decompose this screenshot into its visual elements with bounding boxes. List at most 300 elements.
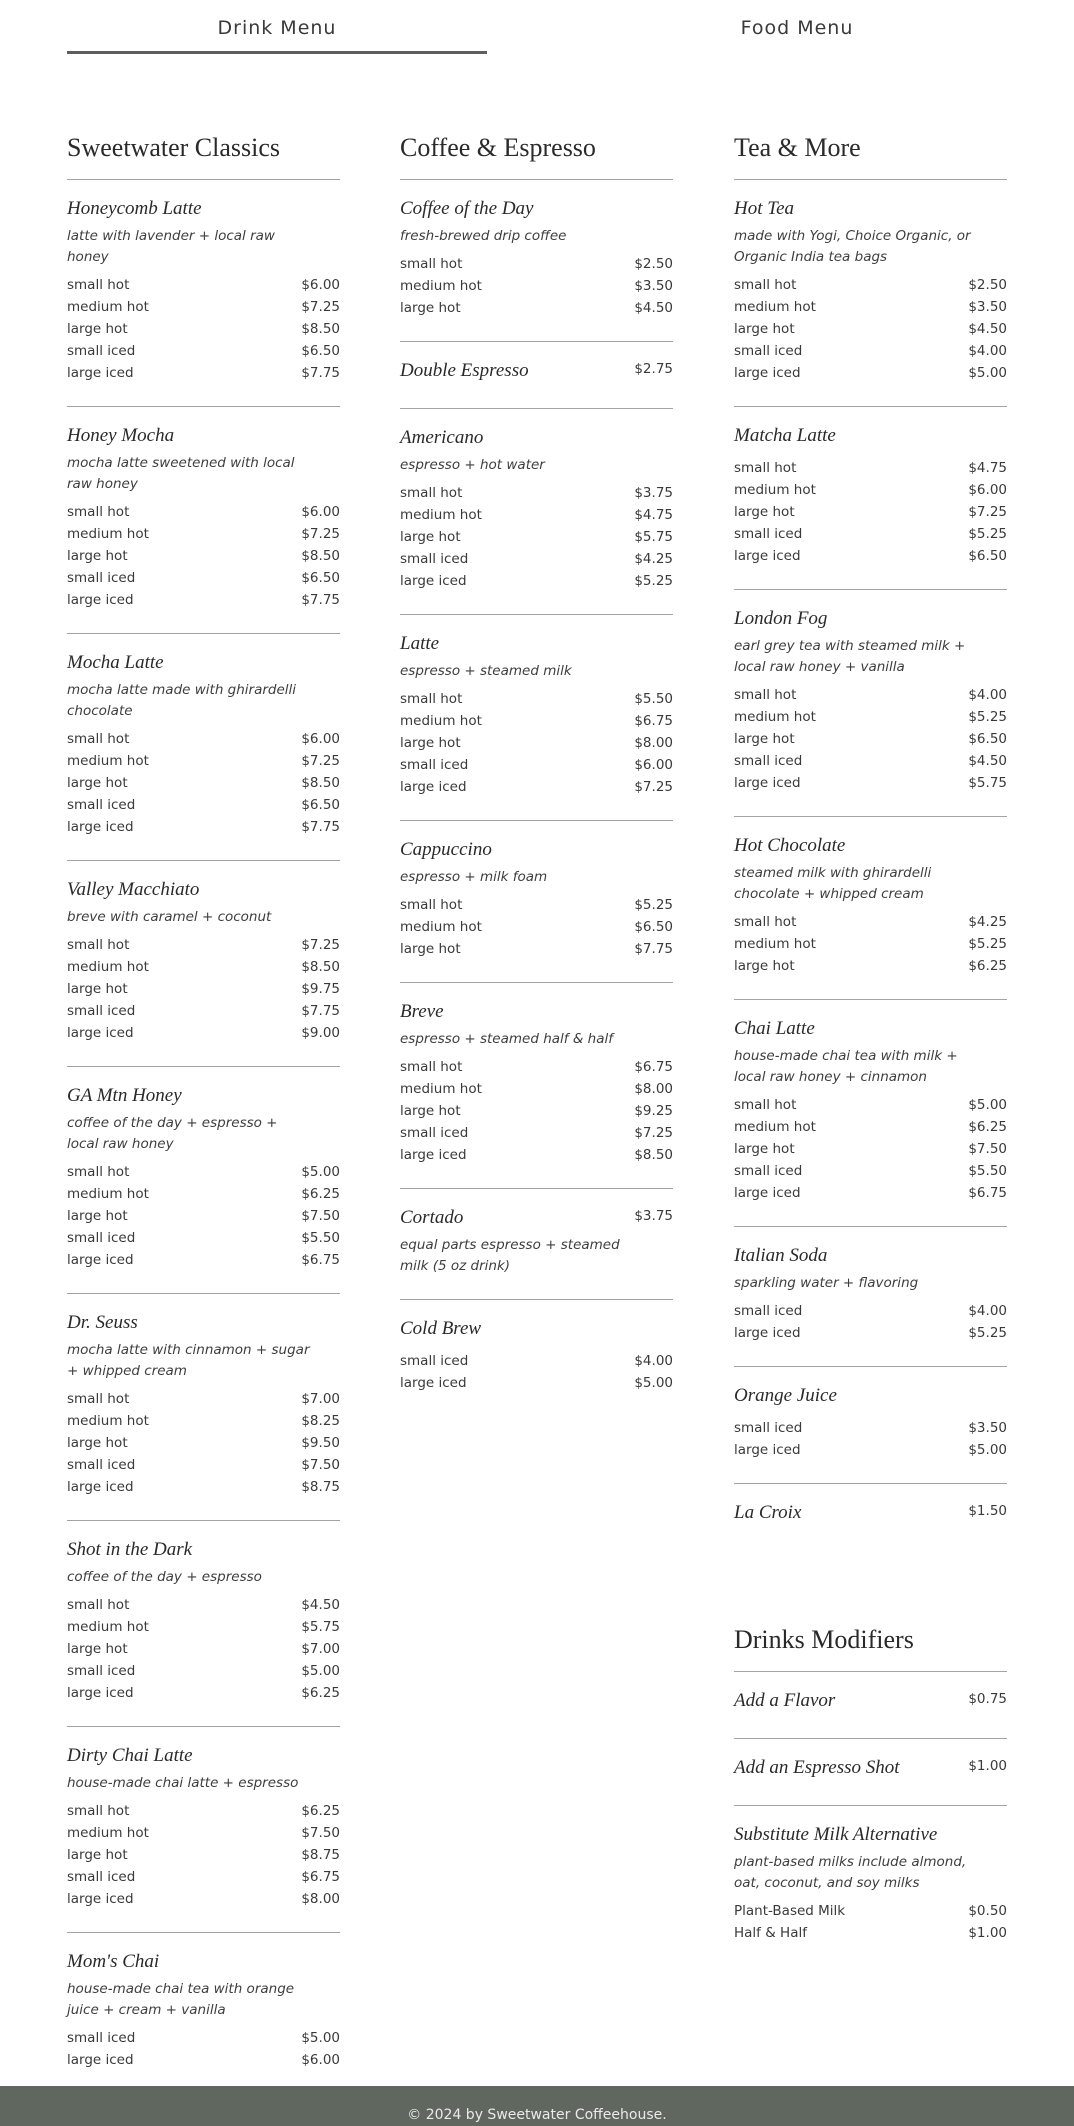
size-price-row	[67, 1000, 340, 1022]
menu-item	[67, 1727, 340, 1933]
size-price-list	[67, 2027, 340, 2071]
size-price: $6.50	[301, 570, 340, 586]
size-price: $5.00	[301, 1164, 340, 1180]
size-label: medium hot	[734, 709, 816, 725]
size-price-row	[734, 1322, 1007, 1344]
menu-item-description: house-made chai tea with orange juice + cream + vanilla	[67, 1981, 295, 2018]
size-label: small iced	[400, 1125, 469, 1141]
size-label: small iced	[734, 1303, 803, 1319]
size-label: medium hot	[67, 299, 149, 315]
size-price-row	[400, 754, 673, 776]
size-price-row	[67, 1388, 340, 1410]
menu-item-name: Mom's Chai	[67, 1951, 160, 1972]
menu-item-name: Hot Chocolate	[734, 835, 846, 856]
size-price-row	[67, 1682, 340, 1704]
size-label: large iced	[400, 573, 467, 589]
size-price: $6.50	[968, 731, 1007, 747]
menu-item	[400, 1189, 673, 1300]
size-price-row	[67, 750, 340, 772]
menu-section	[734, 130, 1007, 1550]
size-price: $6.25	[968, 1119, 1007, 1135]
size-price-row	[67, 1183, 340, 1205]
size-price: $8.75	[301, 1847, 340, 1863]
size-price: $6.00	[968, 482, 1007, 498]
size-price: $5.00	[968, 1442, 1007, 1458]
size-price: $7.50	[301, 1825, 340, 1841]
size-price-row	[400, 253, 673, 275]
menu-item-name: Americano	[400, 427, 484, 448]
size-price: $4.50	[968, 321, 1007, 337]
menu-column-3	[734, 130, 1007, 1966]
size-label: small hot	[67, 1164, 130, 1180]
size-label: large hot	[734, 958, 795, 974]
menu-item-description: steamed milk with ghirardelli chocolate + whipped cream	[734, 865, 932, 902]
menu-item	[67, 1933, 340, 2093]
size-price-row	[734, 933, 1007, 955]
size-label: small hot	[67, 731, 130, 747]
menu-item-name: Cold Brew	[400, 1318, 482, 1339]
menu-item	[67, 634, 340, 861]
menu-item-header	[400, 629, 673, 659]
menu-item-name: Coffee of the Day	[400, 198, 534, 219]
size-price: $3.50	[968, 1420, 1007, 1436]
size-label: large iced	[67, 365, 134, 381]
size-label: medium hot	[400, 278, 482, 294]
size-label: small hot	[400, 691, 463, 707]
size-price-list	[67, 1800, 340, 1910]
size-price: $7.25	[634, 779, 673, 795]
menu-item-header	[734, 194, 1007, 224]
size-price-list	[400, 688, 673, 798]
menu-item-header	[67, 875, 340, 905]
menu-item-name: Shot in the Dark	[67, 1539, 193, 1560]
menu-item-name: Chai Latte	[734, 1018, 815, 1039]
size-price-list	[734, 1900, 1007, 1944]
size-price-row	[67, 274, 340, 296]
menu-item-header	[734, 1381, 1007, 1411]
menu-item-name: Double Espresso	[400, 360, 529, 381]
size-label: small hot	[400, 1059, 463, 1075]
size-label: large hot	[67, 1435, 128, 1451]
size-price-row	[67, 589, 340, 611]
size-price: $8.00	[301, 1891, 340, 1907]
size-price: $5.25	[968, 526, 1007, 542]
size-label: medium hot	[67, 753, 149, 769]
size-price-row	[67, 1432, 340, 1454]
menu-section	[734, 1622, 1007, 1966]
size-price: $4.25	[968, 914, 1007, 930]
size-price-list	[67, 728, 340, 838]
size-label: large iced	[734, 1325, 801, 1341]
tab-drink-menu[interactable]: Drink Menu	[67, 0, 487, 54]
menu-item-name: GA Mtn Honey	[67, 1085, 182, 1106]
menu-item-header	[400, 1203, 673, 1233]
size-label: large hot	[400, 1103, 461, 1119]
size-price-row	[400, 894, 673, 916]
menu-item-description: espresso + hot water	[400, 457, 545, 473]
size-label: small iced	[400, 1353, 469, 1369]
size-price-row	[734, 479, 1007, 501]
size-price: $2.50	[634, 256, 673, 272]
size-price: $5.75	[968, 775, 1007, 791]
size-label: small iced	[734, 526, 803, 542]
size-price-row	[67, 1227, 340, 1249]
menu-item-price: $3.75	[634, 1208, 673, 1224]
size-price-row	[734, 955, 1007, 977]
tab-food-menu[interactable]: Food Menu	[587, 0, 1007, 54]
menu-item-header	[400, 356, 673, 386]
size-label: small iced	[67, 1230, 136, 1246]
size-price-row	[400, 1056, 673, 1078]
menu-item-price: $1.50	[968, 1503, 1007, 1519]
size-label: small hot	[734, 687, 797, 703]
size-price: $6.75	[301, 1869, 340, 1885]
size-label: medium hot	[400, 919, 482, 935]
size-price-row	[400, 1100, 673, 1122]
size-label: small hot	[67, 1597, 130, 1613]
size-price-row	[400, 776, 673, 798]
size-price-row	[67, 772, 340, 794]
menu-section	[67, 130, 340, 2093]
size-label: small iced	[67, 343, 136, 359]
size-price: $3.50	[968, 299, 1007, 315]
size-label: medium hot	[400, 713, 482, 729]
size-price: $6.00	[301, 731, 340, 747]
size-label: large hot	[67, 1641, 128, 1657]
size-price: $6.50	[301, 797, 340, 813]
menu-item-name: Hot Tea	[734, 198, 795, 219]
size-price-row	[67, 1844, 340, 1866]
size-price-row	[67, 567, 340, 589]
size-label: small hot	[734, 1097, 797, 1113]
size-price: $5.25	[634, 573, 673, 589]
size-price-row	[67, 1476, 340, 1498]
size-label: small iced	[67, 1869, 136, 1885]
size-label: medium hot	[67, 1825, 149, 1841]
size-price-row	[67, 1660, 340, 1682]
size-price: $6.75	[968, 1185, 1007, 1201]
menu-item	[734, 1739, 1007, 1806]
size-price-row	[400, 297, 673, 319]
size-price: $8.75	[301, 1479, 340, 1495]
size-label: small hot	[734, 914, 797, 930]
size-price-row	[734, 684, 1007, 706]
menu-item	[400, 180, 673, 342]
size-label: large hot	[400, 735, 461, 751]
size-price: $7.25	[301, 526, 340, 542]
size-price-row	[734, 1900, 1007, 1922]
menu-item-name: Honeycomb Latte	[67, 198, 202, 219]
menu-item-header	[67, 194, 340, 224]
size-price: $9.75	[301, 981, 340, 997]
size-price-row	[67, 340, 340, 362]
section-title: Coffee & Espresso	[400, 130, 673, 180]
size-price: $4.50	[968, 753, 1007, 769]
size-price: $5.00	[968, 365, 1007, 381]
size-price: $4.75	[968, 460, 1007, 476]
size-price-row	[67, 296, 340, 318]
size-price-row	[67, 523, 340, 545]
size-price-list	[734, 1300, 1007, 1344]
size-price-row	[734, 545, 1007, 567]
size-price-row	[67, 1822, 340, 1844]
size-price-row	[400, 504, 673, 526]
menu-item-name: Italian Soda	[734, 1245, 828, 1266]
menu-item-header	[734, 1014, 1007, 1044]
size-price-row	[67, 1594, 340, 1616]
size-label: large iced	[400, 1147, 467, 1163]
size-price: $5.25	[634, 897, 673, 913]
menu-item-name: Add an Espresso Shot	[734, 1757, 900, 1778]
size-price-row	[67, 794, 340, 816]
menu-item-name: Cappuccino	[400, 839, 492, 860]
menu-item-header	[734, 604, 1007, 634]
size-label: small iced	[400, 551, 469, 567]
menu-item-name: Dr. Seuss	[67, 1312, 138, 1333]
size-price: $7.75	[301, 592, 340, 608]
menu-item	[734, 180, 1007, 407]
size-price-row	[400, 938, 673, 960]
size-label: medium hot	[734, 936, 816, 952]
size-price-row	[67, 728, 340, 750]
size-price: $7.50	[301, 1457, 340, 1473]
size-label: large hot	[400, 529, 461, 545]
menu-item-header	[400, 1314, 673, 1344]
menu-item-description: made with Yogi, Choice Organic, or Organic India tea bags	[734, 228, 971, 265]
size-price: $4.25	[634, 551, 673, 567]
size-label: large hot	[67, 775, 128, 791]
size-label: large hot	[400, 941, 461, 957]
size-price-row	[67, 1616, 340, 1638]
menu-item-header	[734, 1498, 1007, 1528]
size-price-list	[67, 934, 340, 1044]
menu-column-1	[67, 130, 340, 2093]
size-label: medium hot	[67, 1413, 149, 1429]
size-price-row	[67, 1454, 340, 1476]
size-label: large iced	[67, 819, 134, 835]
size-label: small hot	[67, 504, 130, 520]
size-price-row	[734, 362, 1007, 384]
size-price-row	[734, 501, 1007, 523]
section-title: Drinks Modifiers	[734, 1622, 1007, 1672]
size-price: $6.50	[301, 343, 340, 359]
size-price: $7.75	[301, 1003, 340, 1019]
size-price-row	[400, 482, 673, 504]
size-price-list	[734, 911, 1007, 977]
size-price-row	[734, 750, 1007, 772]
size-price-row	[67, 1638, 340, 1660]
size-price-row	[67, 1800, 340, 1822]
size-label: large iced	[67, 1685, 134, 1701]
menu-item-header	[67, 1308, 340, 1338]
menu-item-description: sparkling water + flavoring	[734, 1275, 919, 1291]
size-price-row	[67, 1866, 340, 1888]
size-label: medium hot	[734, 1119, 816, 1135]
menu-item-description: mocha latte with cinnamon + sugar + whipped cream	[67, 1342, 310, 1379]
size-price: $6.25	[968, 958, 1007, 974]
size-price-list	[400, 1350, 673, 1394]
size-price: $4.50	[634, 300, 673, 316]
size-price-row	[67, 362, 340, 384]
size-price-row	[734, 911, 1007, 933]
size-price-row	[734, 1138, 1007, 1160]
size-price-row	[734, 457, 1007, 479]
menu-item-name: Honey Mocha	[67, 425, 175, 446]
menu-item	[400, 409, 673, 615]
size-price: $4.00	[634, 1353, 673, 1369]
size-price: $7.25	[634, 1125, 673, 1141]
size-price-row	[400, 1350, 673, 1372]
size-price: $3.75	[634, 485, 673, 501]
size-label: large hot	[67, 548, 128, 564]
size-price: $7.00	[301, 1391, 340, 1407]
size-label: medium hot	[67, 526, 149, 542]
size-label: large hot	[734, 321, 795, 337]
size-price: $3.50	[634, 278, 673, 294]
size-price-row	[67, 816, 340, 838]
size-label: large iced	[734, 1185, 801, 1201]
footer	[0, 2086, 1074, 2126]
size-label: large iced	[400, 1375, 467, 1391]
menu-item-header	[67, 421, 340, 451]
size-label: large hot	[734, 1141, 795, 1157]
menu-item-description: house-made chai tea with milk + local raw honey + cinnamon	[734, 1048, 958, 1085]
size-price-row	[734, 1160, 1007, 1182]
size-label: large hot	[400, 300, 461, 316]
size-price: $6.75	[634, 713, 673, 729]
size-price-list	[734, 457, 1007, 567]
menu-column-2	[400, 130, 673, 1416]
size-price: $8.50	[301, 548, 340, 564]
menu-item-header	[400, 835, 673, 865]
size-price-row	[400, 688, 673, 710]
size-price: $7.50	[968, 1141, 1007, 1157]
size-label: medium hot	[67, 959, 149, 975]
size-price-row	[734, 1922, 1007, 1944]
size-label: large iced	[734, 548, 801, 564]
size-price: $8.50	[301, 959, 340, 975]
size-price-row	[67, 545, 340, 567]
size-price-row	[734, 1417, 1007, 1439]
size-price: $4.00	[968, 687, 1007, 703]
size-label: large hot	[734, 731, 795, 747]
size-price: $6.25	[301, 1803, 340, 1819]
size-price: $8.50	[634, 1147, 673, 1163]
size-price-list	[67, 274, 340, 384]
size-label: small hot	[400, 256, 463, 272]
size-label: medium hot	[400, 507, 482, 523]
menu-item-name: Dirty Chai Latte	[67, 1745, 193, 1766]
menu-item	[734, 1806, 1007, 1966]
size-price: $2.50	[968, 277, 1007, 293]
size-price: $6.00	[301, 504, 340, 520]
menu-item-name: London Fog	[734, 608, 828, 629]
menu-item-header	[734, 831, 1007, 861]
menu-item-name: Matcha Latte	[734, 425, 836, 446]
size-price: $7.25	[301, 299, 340, 315]
menu-item-price: $2.75	[634, 361, 673, 377]
footer-copyright: © 2024 by Sweetwater Coffeehouse.	[407, 2107, 667, 2123]
size-price-list	[400, 894, 673, 960]
size-label: small hot	[67, 277, 130, 293]
menu-item-header	[67, 1741, 340, 1771]
size-price-row	[67, 1888, 340, 1910]
size-price-row	[400, 275, 673, 297]
size-price: $6.50	[634, 919, 673, 935]
size-price: $6.00	[634, 757, 673, 773]
size-price-row	[400, 732, 673, 754]
size-label: large iced	[734, 365, 801, 381]
size-price-row	[67, 1205, 340, 1227]
menu-item-description: espresso + milk foam	[400, 869, 548, 885]
menu-section	[400, 130, 673, 1416]
size-label: small iced	[67, 1663, 136, 1679]
menu-item	[67, 407, 340, 634]
size-price-row	[734, 1094, 1007, 1116]
menu-item-name: La Croix	[734, 1502, 802, 1523]
size-label: small iced	[67, 1457, 136, 1473]
size-label: large iced	[734, 775, 801, 791]
menu-item-name: Orange Juice	[734, 1385, 837, 1406]
size-price-row	[734, 523, 1007, 545]
size-price: $6.75	[634, 1059, 673, 1075]
size-price-row	[400, 548, 673, 570]
size-price-list	[400, 253, 673, 319]
menu-item-name: Substitute Milk Alternative	[734, 1824, 938, 1845]
menu-item-name: Add a Flavor	[734, 1690, 836, 1711]
size-price: $5.75	[301, 1619, 340, 1635]
size-price: $4.00	[968, 343, 1007, 359]
size-label: medium hot	[734, 299, 816, 315]
size-price-list	[67, 501, 340, 611]
size-price-row	[67, 318, 340, 340]
size-price: $7.50	[301, 1208, 340, 1224]
size-price-list	[67, 1161, 340, 1271]
menu-item-description: mocha latte made with ghirardelli chocolate	[67, 682, 297, 719]
size-price-row	[67, 1161, 340, 1183]
size-label: small iced	[400, 757, 469, 773]
size-label: small hot	[67, 1803, 130, 1819]
size-price: $1.00	[968, 1925, 1007, 1941]
menu-item-price: $1.00	[968, 1758, 1007, 1774]
menu-item-name: Latte	[400, 633, 440, 654]
menu-item	[734, 407, 1007, 590]
size-price: $5.00	[301, 2030, 340, 2046]
size-label: large hot	[734, 504, 795, 520]
size-price-list	[400, 482, 673, 592]
size-price: $7.75	[301, 365, 340, 381]
size-price: $5.75	[634, 529, 673, 545]
size-price: $5.00	[301, 1663, 340, 1679]
size-label: small hot	[67, 937, 130, 953]
size-price: $6.25	[301, 1186, 340, 1202]
size-label: large iced	[734, 1442, 801, 1458]
size-label: small hot	[400, 485, 463, 501]
size-price-row	[400, 1078, 673, 1100]
size-label: Plant-Based Milk	[734, 1903, 846, 1919]
menu-item-description: earl grey tea with steamed milk + local raw honey + vanilla	[734, 638, 966, 675]
size-price-list	[400, 1056, 673, 1166]
size-price-row	[734, 274, 1007, 296]
size-price-row	[67, 2049, 340, 2071]
size-price: $7.75	[634, 941, 673, 957]
size-label: large iced	[67, 1479, 134, 1495]
size-price-row	[734, 1439, 1007, 1461]
size-label: small iced	[734, 1163, 803, 1179]
menu-item-header	[734, 421, 1007, 451]
menu-item-header	[400, 194, 673, 224]
size-price-row	[67, 978, 340, 1000]
